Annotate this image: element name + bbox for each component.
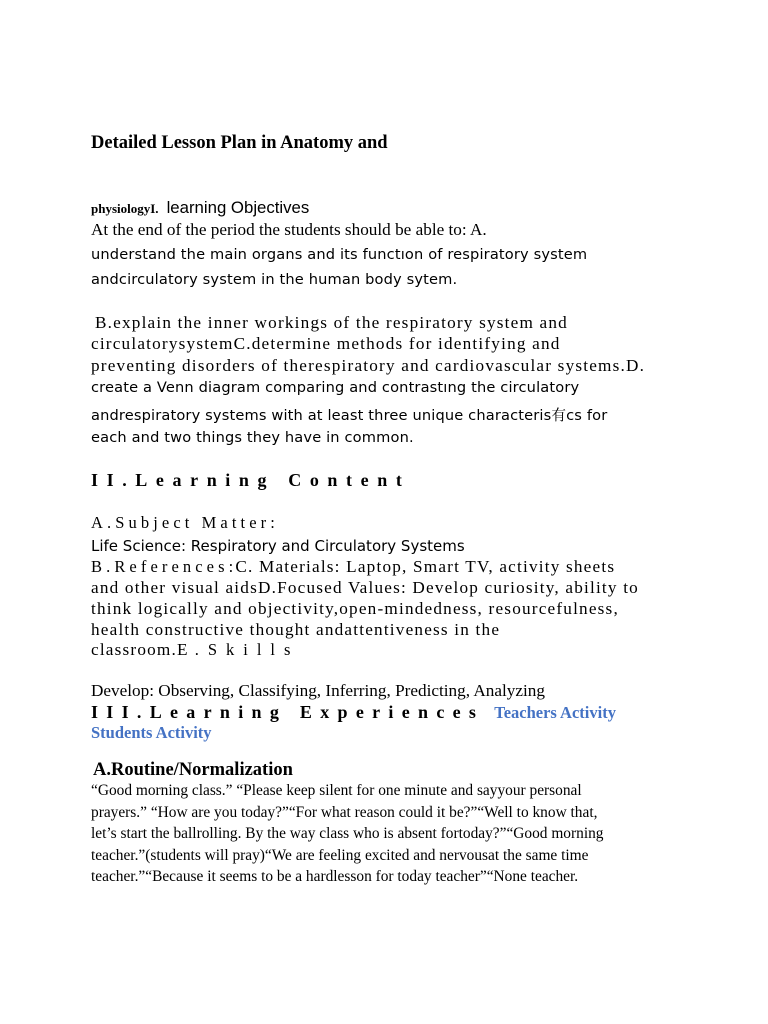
objective-a-line-2: andcirculatory system in the human body sytem. [91,271,458,288]
routine-heading: A.Routine/Normalization [93,760,293,780]
subject-matter-heading: A.Subject Matter: [91,513,279,532]
document-title: Detailed Lesson Plan in Anatomy and [91,133,388,153]
objective-b-line-2: circulatorysystemC.determine methods for identifying and [91,334,561,353]
references-line-2: and other visual aidsD.Focused Values: Develop curiosity, ability to [91,578,639,597]
objective-d-line-1: create a Venn diagram comparing and contrastıng the circulatory [91,379,580,396]
routine-line-5: teacher.”“Because it seems to be a hardlesson for today teacher”“None teacher. [91,868,579,885]
objectives-heading-label: learning Objectives [166,198,310,217]
routine-line-3: let’s start the ballrolling. By the way class who is absent fortoday?”“Good morning [91,825,604,842]
objective-d-line-3: each and two things they have in common. [91,429,414,446]
learning-experiences-label: III.Learning Experiences [91,702,485,722]
objectives-heading-prefix: physiologyI. [91,201,159,216]
classroom-text: classroom.E [91,640,189,659]
objectives-heading [91,198,309,218]
references-line-3: think logically and objectivity,open-mindedness, resourcefulness, [91,599,619,618]
learning-content-heading: II.Learning Content [91,470,411,490]
routine-line-1: “Good morning class.” “Please keep silent for one minute and sayyour personal [91,782,582,799]
life-science-line: Life Science: Respiratory and Circulatory Systems [91,537,465,555]
objectives-intro: At the end of the period the students should be able to: A. [91,220,487,239]
objective-a-line-1: understand the main organs and its functıon of respiratory system [91,246,588,263]
routine-line-2: prayers.” “How are you today?”“For what reason could it be?”“Well to know that, [91,804,598,821]
objective-b-line-3: preventing disorders of therespiratory and cardiovascular systems.D. [91,356,646,375]
skills-label: .Skills [194,640,300,659]
objective-b-line-1: B.explain the inner workings of the respiratory system and [95,313,568,332]
references-line-4: health constructive thought andattentiveness in the [91,620,501,639]
references-label: B.References: [91,557,238,576]
materials-text: C. Materials: Laptop, Smart TV, activity sheets [235,557,616,576]
develop-skills-line: Develop: Observing, Classifying, Inferring, Predicting, Analyzing [91,681,545,700]
routine-line-4: teacher.”(students will pray)“We are feeling excited and nervousat the same time [91,847,589,864]
references-line-5 [91,640,299,660]
objective-d-line-2: andrespiratory systems with at least three unique characteris有cs for [91,407,608,424]
learning-experiences-heading [91,702,616,723]
teachers-activity-label: Teachers Activity [494,703,616,722]
references-line-1 [91,557,615,577]
students-activity-label: Students Activity [91,723,212,742]
